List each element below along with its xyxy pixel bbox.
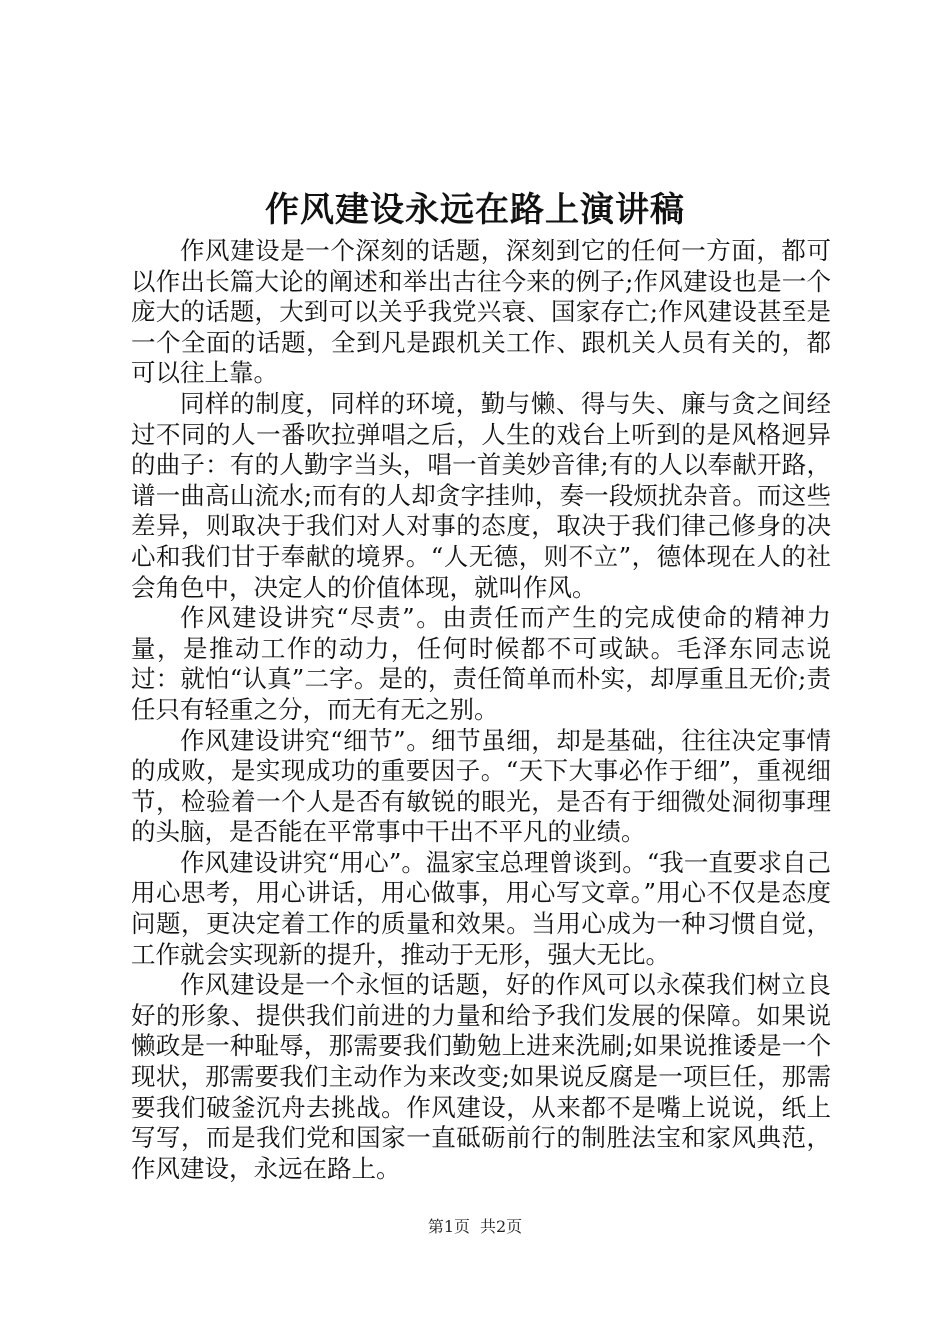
document-body bbox=[131, 236, 831, 1184]
page-footer bbox=[0, 1217, 950, 1237]
paragraph: 作风建设是一个永恒的话题，好的作风可以永葆我们树立良好的形象、提供我们前进的力量和给予我们发展的保障。如果说懒政是一种耻辱，那需要我们勤勉上进来洗刷;如果说推诿是一个现状，那需要我们主动作为来改变;如果说反腐是一项巨任，那需要我们破釜沉舟去挑战。作风建设，从来都不是嘴上说说，纸上写写，而是我们党和国家一直砥砺前行的制胜法宝和家风典范，作风建设，永远在路上。 bbox=[131, 970, 831, 1183]
document-title: 作风建设永远在路上演讲稿 bbox=[265, 190, 685, 230]
page-total: 共2页 bbox=[480, 1217, 523, 1236]
paragraph: 作风建设讲究“细节”。细节虽细，却是基础，往往决定事情的成败，是实现成功的重要因子。“天下大事必作于细”，重视细节，检验着一个人是否有敏锐的眼光，是否有于细微处洞彻事理的头脑，是否能在平常事中干出不平凡的业绩。 bbox=[131, 725, 831, 847]
paragraph: 同样的制度，同样的环境，勤与懒、得与失、廉与贪之间经过不同的人一番吹拉弹唱之后，人生的戏台上听到的是风格迥异的曲子：有的人勤字当头，唱一首美妙音律;有的人以奉献开路，谱一曲高山流水;而有的人却贪字挂帅，奏一段烦扰杂音。而这些差异，则取决于我们对人对事的态度，取决于我们律己修身的决心和我们甘于奉献的境界。“人无德，则不立”，德体现在人的社会角色中，决定人的价值体现，就叫作风。 bbox=[131, 388, 831, 602]
paragraph: 作风建设讲究“尽责”。由责任而产生的完成使命的精神力量，是推动工作的动力，任何时候都不可或缺。毛泽东同志说过：就怕“认真”二字。是的，责任简单而朴实，却厚重且无价;责任只有轻重之分，而无有无之别。 bbox=[131, 603, 831, 724]
page-number: 第1页 bbox=[427, 1217, 470, 1236]
paragraph: 作风建设是一个深刻的话题，深刻到它的任何一方面，都可以作出长篇大论的阐述和举出古往今来的例子;作风建设也是一个庞大的话题，大到可以关乎我党兴衰、国家存亡;作风建设甚至是一个全面的话题，全到凡是跟机关工作、跟机关人员有关的，都可以往上靠。 bbox=[131, 236, 831, 388]
paragraph: 作风建设讲究“用心”。温家宝总理曾谈到。“我一直要求自己用心思考，用心讲话，用心做事，用心写文章。”用心不仅是态度问题，更决定着工作的质量和效果。当用心成为一种习惯自觉，工作就会实现新的提升，推动于无形，强大无比。 bbox=[131, 847, 831, 969]
